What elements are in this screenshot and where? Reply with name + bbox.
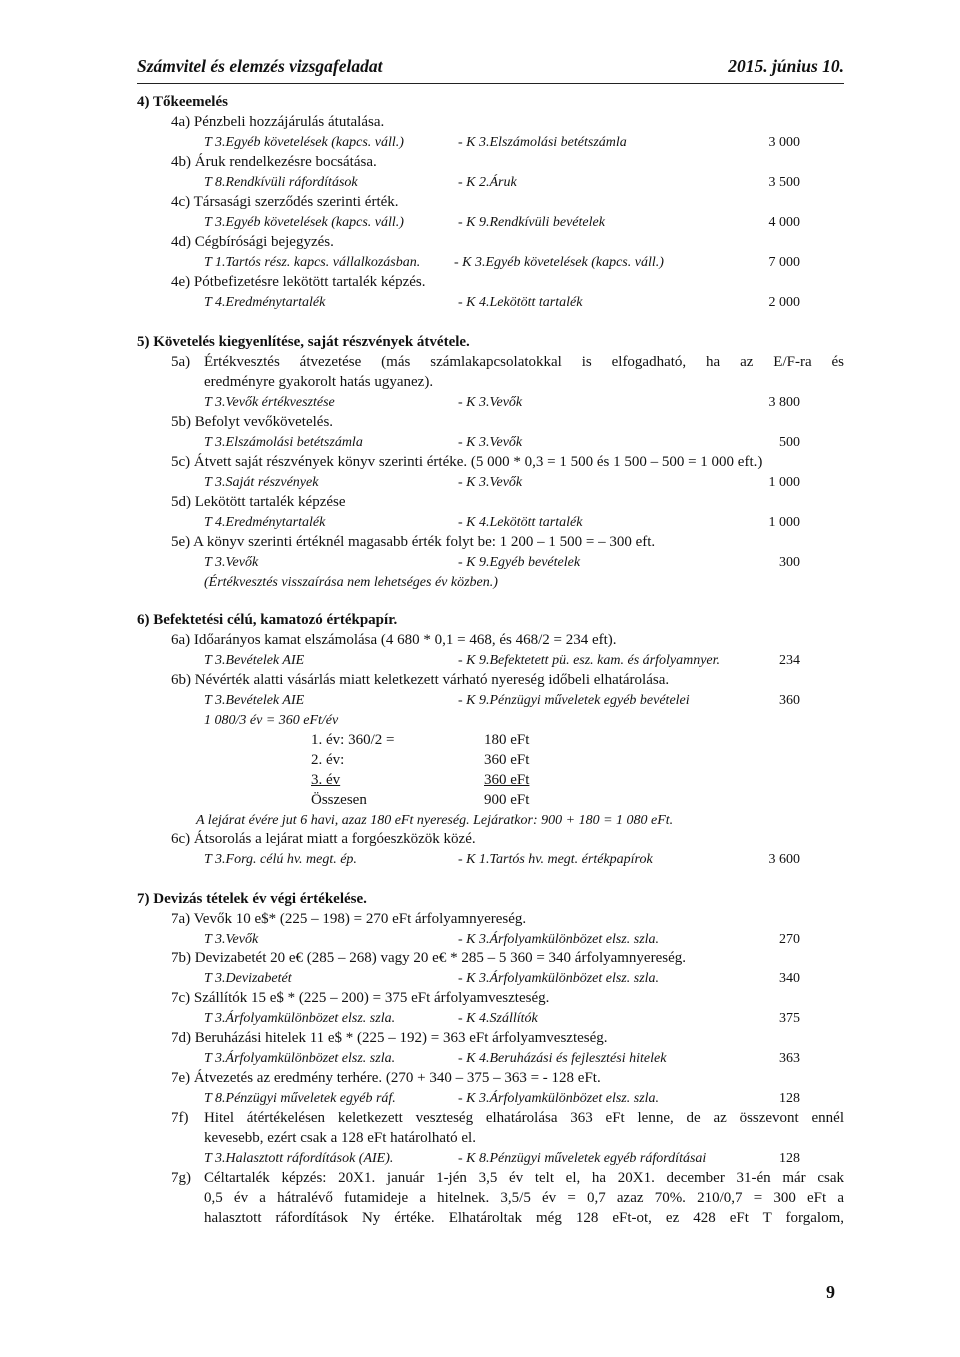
entry-7f-debit: T 3.Halasztott ráfordítások (AIE). xyxy=(204,1151,394,1166)
entry-5b-amount: 500 xyxy=(779,435,800,450)
item-7g-text-line3: halasztott ráfordítások Ny értéke. Elhatároltak még 128 eFt-ot, ez 428 eFt T forgalom, xyxy=(204,1210,844,1226)
year-3-value: 360 eFt xyxy=(484,772,530,788)
note-5e: (Értékvesztés visszaírása nem lehetséges év közben.) xyxy=(204,575,498,590)
year-2-label: 2. év: xyxy=(311,752,345,768)
section-5-title: 5) Követelés kiegyenlítése, saját részvények átvétele. xyxy=(137,334,470,350)
item-5a-text-line1: Értékvesztés átvezetése (más számlakapcsolatokkal is elfogadható, ha az E/F-ra és xyxy=(204,354,844,370)
item-4a: 4a) Pénzbeli hozzájárulás átutalása. xyxy=(171,114,385,130)
item-7f-label: 7f) xyxy=(171,1110,189,1126)
section-7-title: 7) Devizás tételek év végi értékelése. xyxy=(137,891,367,907)
item-7a: 7a) Vevők 10 e$* (225 – 198) = 270 eFt árfolyamnyereség. xyxy=(171,911,527,927)
item-5e: 5e) A könyv szerinti értéknél magasabb érték folyt be: 1 200 – 1 500 = – 300 eft. xyxy=(171,534,656,550)
entry-6a-amount: 234 xyxy=(779,653,800,668)
entry-5c-debit: T 3.Saját részvények xyxy=(204,475,319,490)
year-1-value: 180 eFt xyxy=(484,732,530,748)
item-7f-text-line1: Hitel átértékelésen keletkezett veszteség elhatárolása 363 eFt lenne, de az összevont ennél xyxy=(204,1110,844,1126)
entry-7e-debit: T 8.Pénzügyi műveletek egyéb ráf. xyxy=(204,1091,396,1106)
entry-5c-amount: 1 000 xyxy=(768,475,800,490)
entry-4e-debit: T 4.Eredménytartalék xyxy=(204,295,326,310)
entry-7b-debit: T 3.Devizabetét xyxy=(204,971,292,986)
entry-4d-credit: - K 3.Egyéb követelések (kapcs. váll.) xyxy=(454,255,664,270)
item-5a-text-line2: eredményre gyakorolt hatás ugyanez). xyxy=(204,374,434,390)
item-4b: 4b) Áruk rendelkezésre bocsátása. xyxy=(171,154,377,170)
entry-7b-amount: 340 xyxy=(779,971,800,986)
entry-6b-credit: - K 9.Pénzügyi műveletek egyéb bevételei xyxy=(458,693,690,708)
item-7e: 7e) Átvezetés az eredmény terhére. (270 + 340 – 375 – 363 = - 128 eFt. xyxy=(171,1070,601,1086)
entry-7a-amount: 270 xyxy=(779,932,800,947)
total-label: Összesen xyxy=(311,792,367,808)
entry-7a-debit: T 3.Vevők xyxy=(204,932,259,947)
item-4e: 4e) Pótbefizetésre lekötött tartalék képzés. xyxy=(171,274,426,290)
item-5b: 5b) Befolyt vevőkövetelés. xyxy=(171,414,334,430)
section-4-title: 4) Tőkeemelés xyxy=(137,94,228,110)
entry-4b-debit: T 8.Rendkívüli ráfordítások xyxy=(204,175,358,190)
entry-7d-amount: 363 xyxy=(779,1051,800,1066)
entry-5d-amount: 1 000 xyxy=(768,515,800,530)
entry-7c-amount: 375 xyxy=(779,1011,800,1026)
entry-4c-debit: T 3.Egyéb követelések (kapcs. váll.) xyxy=(204,215,404,230)
item-5c: 5c) Átvett saját részvények könyv szerinti értéke. (5 000 * 0,3 = 1 500 és 1 500 – 500 = 1 000 eft.) xyxy=(171,454,763,470)
item-7f-text-line2: kevesebb, ezért csak a 128 eFt határolható el. xyxy=(204,1130,476,1146)
year-2-value: 360 eFt xyxy=(484,752,530,768)
entry-4b-credit: - K 2.Áruk xyxy=(458,175,517,190)
year-3-label: 3. év xyxy=(311,772,341,788)
page-header xyxy=(137,56,844,82)
entry-5e-credit: - K 9.Egyéb bevételek xyxy=(458,555,581,570)
item-7g-label: 7g) xyxy=(171,1170,191,1186)
item-7c: 7c) Szállítók 15 e$ * (225 – 200) = 375 eFt árfolyamveszteség. xyxy=(171,990,550,1006)
entry-6a-credit: - K 9.Befektetett pü. esz. kam. és árfolyamnyer. xyxy=(458,653,721,668)
entry-4b-amount: 3 500 xyxy=(768,175,800,190)
document-title: Számvitel és elemzés vizsgafeladat xyxy=(137,56,383,76)
entry-6b-debit: T 3.Bevételek AIE xyxy=(204,693,305,708)
header-rule xyxy=(137,83,844,84)
item-4d: 4d) Cégbírósági bejegyzés. xyxy=(171,234,334,250)
item-6b: 6b) Névérték alatti vásárlás miatt keletkezett várható nyereség időbeli elhatárolása. xyxy=(171,672,670,688)
entry-4a-credit: - K 3.Elszámolási betétszámla xyxy=(458,135,627,150)
entry-6b-amount: 360 xyxy=(779,693,800,708)
item-6c: 6c) Átsorolás a lejárat miatt a forgóeszközök közé. xyxy=(171,831,476,847)
entry-7c-credit: - K 4.Szállítók xyxy=(458,1011,538,1026)
entry-4d-amount: 7 000 xyxy=(768,255,800,270)
entry-5e-amount: 300 xyxy=(779,555,800,570)
entry-6c-credit: - K 1.Tartós hv. megt. értékpapírok xyxy=(458,852,653,867)
entry-5b-credit: - K 3.Vevők xyxy=(458,435,523,450)
entry-5e-debit: T 3.Vevők xyxy=(204,555,259,570)
item-5a-label: 5a) xyxy=(171,354,191,370)
entry-5d-debit: T 4.Eredménytartalék xyxy=(204,515,326,530)
entry-6a-debit: T 3.Bevételek AIE xyxy=(204,653,305,668)
page-number: 9 xyxy=(826,1282,835,1302)
entry-5a-credit: - K 3.Vevők xyxy=(458,395,523,410)
entry-4e-amount: 2 000 xyxy=(768,295,800,310)
entry-7e-amount: 128 xyxy=(779,1091,800,1106)
section-6-title: 6) Befektetési célú, kamatozó értékpapír. xyxy=(137,612,398,628)
entry-5a-debit: T 3.Vevők értékvesztése xyxy=(204,395,335,410)
entry-4e-credit: - K 4.Lekötött tartalék xyxy=(458,295,583,310)
entry-7f-credit: - K 8.Pénzügyi műveletek egyéb ráfordításai xyxy=(458,1151,707,1166)
entry-7d-credit: - K 4.Beruházási és fejlesztési hitelek xyxy=(458,1051,667,1066)
total-value: 900 eFt xyxy=(484,792,530,808)
document-date: 2015. június 10. xyxy=(728,56,844,76)
entry-6c-debit: T 3.Forg. célú hv. megt. ép. xyxy=(204,852,357,867)
entry-5c-credit: - K 3.Vevők xyxy=(458,475,523,490)
item-7d: 7d) Beruházási hitelek 11 e$ * (225 – 192) = 363 eFt árfolyamveszteség. xyxy=(171,1030,608,1046)
item-5d: 5d) Lekötött tartalék képzése xyxy=(171,494,346,510)
entry-4d-debit: T 1.Tartós rész. kapcs. vállalkozásban. xyxy=(204,255,421,270)
entry-4c-credit: - K 9.Rendkívüli bevételek xyxy=(458,215,605,230)
entry-4a-amount: 3 000 xyxy=(768,135,800,150)
entry-5d-credit: - K 4.Lekötött tartalék xyxy=(458,515,583,530)
item-7g-text-line2: 0,5 év a hátralévő futamideje a hitelnek. 3,5/5 év = 0,7 azaz 70%. 210/0,7 = 300 eFt a xyxy=(204,1190,844,1206)
entry-4a-debit: T 3.Egyéb követelések (kapcs. váll.) xyxy=(204,135,404,150)
item-6a: 6a) Időarányos kamat elszámolása (4 680 * 0,1 = 468, és 468/2 = 234 eft). xyxy=(171,632,617,648)
entry-7e-credit: - K 3.Árfolyamkülönbözet elsz. szla. xyxy=(458,1091,660,1106)
note-6b: A lejárat évére jut 6 havi, azaz 180 eFt nyereség. Lejáratkor: 900 + 180 = 1 080 eFt. xyxy=(196,813,674,828)
entry-5a-amount: 3 800 xyxy=(768,395,800,410)
calc-6b: 1 080/3 év = 360 eFt/év xyxy=(204,713,339,728)
item-7b: 7b) Devizabetét 20 e€ (285 – 268) vagy 20 e€ * 285 – 5 360 = 340 árfolyamnyereség. xyxy=(171,950,686,966)
entry-7c-debit: T 3.Árfolyamkülönbözet elsz. szla. xyxy=(204,1011,396,1026)
year-1-label: 1. év: 360/2 = xyxy=(311,732,395,748)
entry-5b-debit: T 3.Elszámolási betétszámla xyxy=(204,435,363,450)
entry-7a-credit: - K 3.Árfolyamkülönbözet elsz. szla. xyxy=(458,932,660,947)
entry-4c-amount: 4 000 xyxy=(768,215,800,230)
item-7g-text-line1: Céltartalék képzés: 20X1. január 1-jén 3,5 év telt el, ha 20X1. december 31-én már csak xyxy=(204,1170,844,1186)
item-4c: 4c) Társasági szerződés szerinti érték. xyxy=(171,194,399,210)
entry-7f-amount: 128 xyxy=(779,1151,800,1166)
entry-7b-credit: - K 3.Árfolyamkülönbözet elsz. szla. xyxy=(458,971,660,986)
entry-6c-amount: 3 600 xyxy=(768,852,800,867)
entry-7d-debit: T 3.Árfolyamkülönbözet elsz. szla. xyxy=(204,1051,396,1066)
